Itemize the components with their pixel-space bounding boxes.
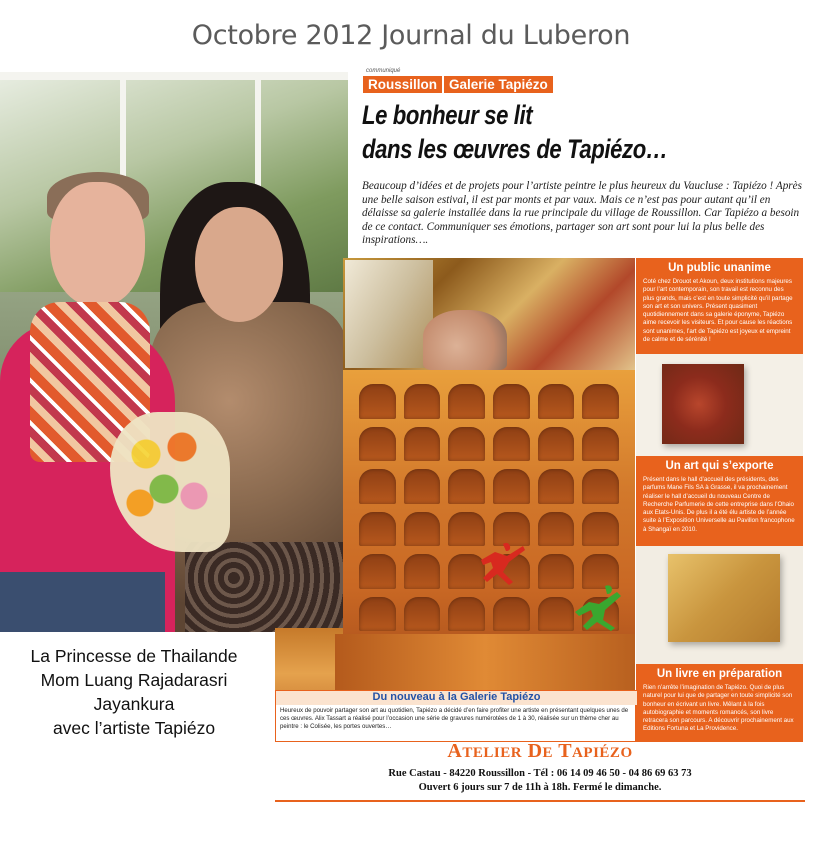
- painting-arch: [538, 512, 575, 547]
- painting-arch: [359, 427, 396, 462]
- panel-public-unanime: [636, 258, 803, 354]
- red-canvas: [662, 364, 744, 444]
- red-figure-icon: [473, 538, 529, 586]
- painting-arch: [582, 384, 619, 419]
- panel-livre-preparation: [636, 664, 803, 742]
- painting-arch: [404, 512, 441, 547]
- panel-title: Un art qui s’exporte: [665, 460, 774, 472]
- headline-line: dans les œuvres de Tapiézo…: [362, 134, 668, 164]
- atelier-name-text: ATELIER DE TAPIÉZO: [447, 740, 633, 762]
- painting-arch: [359, 554, 396, 589]
- photo-window-frame: [0, 72, 348, 80]
- painting-arch: [582, 512, 619, 547]
- painting-arch: [493, 384, 530, 419]
- photo-woman-face: [195, 207, 283, 322]
- painting-fragment: [335, 634, 635, 690]
- painting-arch: [493, 597, 530, 632]
- atelier-hours: Ouvert 6 jours sur 7 de 11h à 18h. Fermé le dimanche.: [418, 782, 662, 793]
- panel-title: Un public unanime: [668, 262, 771, 274]
- photo-gold-painting: [636, 546, 803, 664]
- painting-arch: [582, 427, 619, 462]
- painting-arch: [359, 469, 396, 504]
- painting-arch: [404, 384, 441, 419]
- photo-caption: [0, 632, 268, 752]
- painting-arch: [538, 427, 575, 462]
- panel-body: Coté chez Drouot et Akoun, deux institutions majeures pour l’art contemporain, son travail est reconnu des plus grands, mais c’est en toute simplicité qu’il partage son art et son univers. Présent quasiment quotidiennement dans sa galerie éponyme, Tapiézo aime recevoir les visiteurs. Et pour cause les réactions sont unanimes, l’art de Tapiézo est joyeux et empreint de calme et de sérénité !: [643, 278, 793, 344]
- tag-place: Roussillon: [363, 76, 442, 93]
- atelier-address: Rue Castau - 84220 Roussillon - Tél : 06 14 09 46 50 - 04 86 69 63 73: [388, 768, 692, 779]
- atelier-contact: [275, 767, 805, 795]
- painting-arch: [404, 427, 441, 462]
- caption-line: La Princesse de Thailande: [30, 646, 238, 666]
- painting-arch: [538, 384, 575, 419]
- painting-arch: [582, 469, 619, 504]
- gold-canvas: [668, 554, 780, 642]
- article-lead: Beaucoup d’idées et de projets pour l’artiste peintre le plus heureux du Vaucluse : Tapiézo ! Après une belle saison estival, il est par monts et par vaux. Mais ce n’est pas pour autant qu’il en délaisse sa galerie installée dans la rue principale du village de Roussillon. Car Tapiézo a besoin de ce contact. Communiquer ses émotions, partager son art sont pour lui la plus belle des inspirations….: [362, 180, 802, 247]
- photo-wall: [345, 260, 433, 368]
- kicker-label: communiqué: [366, 68, 401, 74]
- panel-art-exporte: [636, 456, 803, 546]
- painting-arch: [448, 427, 485, 462]
- painting-arch: [493, 469, 530, 504]
- caption-line: Mom Luang Rajadarasri Jayankura: [40, 670, 228, 714]
- painting-arch: [359, 512, 396, 547]
- panel-title: Un livre en préparation: [656, 668, 783, 680]
- photo-man-jeans: [0, 572, 165, 632]
- painting-arch: [359, 384, 396, 419]
- panel-body: Présent dans le hall d’accueil des présidents, des parfums Mane Fils SA à Grasse, il va prochainement réaliser le hall d’accueil du nouveau Centre de Recherche Parfumerie de cette entreprise dans l’Ohaio aux Etats-Unis. De plus il a été élu artiste de l’année suite à l’Exposition Universelle au Pavillon francophone à Shangaï en 2010.: [643, 476, 795, 533]
- headline-line: Le bonheur se lit: [362, 100, 533, 130]
- painting-arch: [538, 469, 575, 504]
- tag-gallery: Galerie Tapiézo: [444, 76, 553, 93]
- panel-body: Rien n’arrête l’imagination de Tapiézo. Quoi de plus naturel pour lui que de partager en toute simplicité son bonheur en écrivant un livre. Mêlant à la fois autobiographie et moments romancés, son livre retracera son parcours. A découvrir prochainement aux Editions Fortuna et La Providence.: [643, 684, 794, 733]
- article-headline: [362, 98, 731, 166]
- painting-arch: [448, 469, 485, 504]
- painting-arch: [448, 597, 485, 632]
- box-body: Heureux de pouvoir partager son art au quotidien, Tapiézo a décidé d’en faire profiter une artiste en présentant quelques unes de ces œuvres. Alix Tassart a réalisé pour l’occasion une série de gravures numérotées de 1 à 30, réalisée sur un thème cher au peintre : le Colisée, les portes ouvertes…: [280, 707, 629, 730]
- photo-artist-face: [423, 310, 507, 370]
- page-title: Octobre 2012 Journal du Luberon: [191, 20, 631, 51]
- photo-man-face: [50, 182, 145, 307]
- atelier-name: [275, 740, 805, 763]
- painting-arch: [493, 427, 530, 462]
- caption-line: avec l’artiste Tapiézo: [52, 718, 216, 738]
- green-figure-icon: [569, 582, 631, 632]
- footer-divider: [275, 800, 805, 802]
- photo-red-painting: [636, 354, 803, 456]
- article-tags: [363, 76, 553, 93]
- painting-arch: [359, 597, 396, 632]
- box-du-nouveau: [275, 690, 636, 742]
- painting-arch: [404, 554, 441, 589]
- article-collage: [275, 258, 805, 742]
- box-title: Du nouveau à la Galerie Tapiézo: [276, 691, 637, 705]
- painting-arch: [404, 469, 441, 504]
- painting-arch: [448, 384, 485, 419]
- painting-arch: [404, 597, 441, 632]
